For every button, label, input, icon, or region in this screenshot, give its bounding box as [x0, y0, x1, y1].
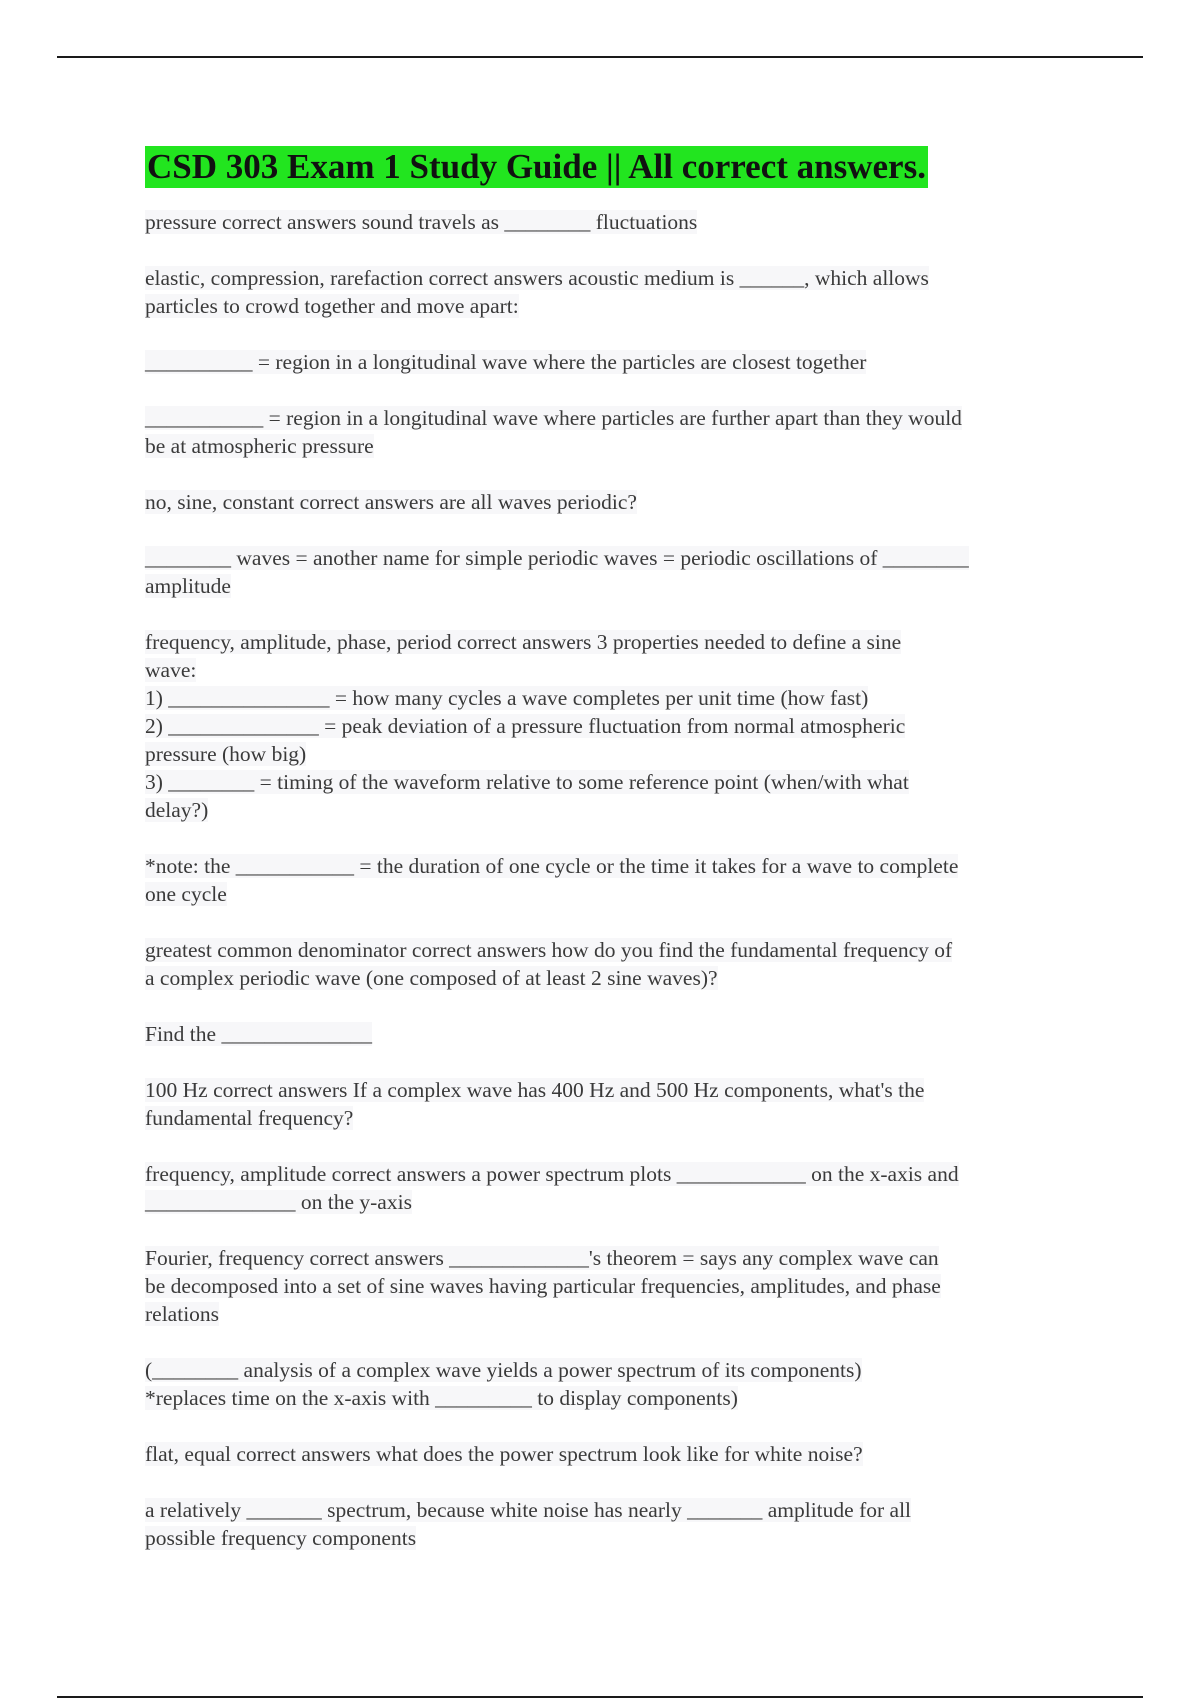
header-rule: [57, 56, 1143, 58]
study-card: [145, 1440, 1060, 1468]
study-card: [145, 1020, 1060, 1048]
card-text: ___________ = region in a longitudinal wave where particles are further apart than they would be at atmospheric pressure: [145, 406, 962, 458]
card-text: Fourier, frequency correct answers _____________'s theorem = says any complex wave can be decomposed into a set of sine waves having particular frequencies, amplitudes, and phase relations: [145, 1246, 941, 1326]
study-card: [145, 404, 1060, 460]
study-card: [145, 628, 1060, 824]
card-text: frequency, amplitude, phase, period correct answers 3 properties needed to define a sine wave: 1) _______________ = how many cycles a wave completes per unit time (how fast) 2) ______________ = peak deviation of a pressure fluctuation from normal atmospheric pressure (how big) 3) ________ = timing of the waveform relative to some reference point (when/with what delay?): [145, 630, 909, 822]
study-card: [145, 852, 1060, 908]
card-text: (________ analysis of a complex wave yields a power spectrum of its components) *replaces time on the x-axis with _________ to display components): [145, 1358, 862, 1410]
card-text: flat, equal correct answers what does the power spectrum look like for white noise?: [145, 1442, 863, 1466]
card-text: pressure correct answers sound travels as ________ fluctuations: [145, 210, 698, 234]
card-text: *note: the ___________ = the duration of one cycle or the time it takes for a wave to complete one cycle: [145, 854, 959, 906]
study-card: [145, 1160, 1060, 1216]
study-card: [145, 1244, 1060, 1328]
study-card: [145, 936, 1060, 992]
card-text: __________ = region in a longitudinal wave where the particles are closest together: [145, 350, 867, 374]
card-text: elastic, compression, rarefaction correct answers acoustic medium is ______, which allows particles to crowd together and move apart:: [145, 266, 929, 318]
card-text: frequency, amplitude correct answers a power spectrum plots ____________ on the x-axis and ______________ on the y-axis: [145, 1162, 959, 1214]
study-card: [145, 208, 1060, 236]
card-text: no, sine, constant correct answers are all waves periodic?: [145, 490, 637, 514]
study-card: [145, 1356, 1060, 1412]
footer-rule: [57, 1696, 1143, 1698]
document-title: CSD 303 Exam 1 Study Guide || All correct answers.: [147, 147, 926, 186]
study-card: [145, 1076, 1060, 1132]
card-text: greatest common denominator correct answers how do you find the fundamental frequency of a complex periodic wave (one composed of at least 2 sine waves)?: [145, 938, 953, 990]
card-text: Find the ______________: [145, 1022, 372, 1046]
card-text: ________ waves = another name for simple periodic waves = periodic oscillations of ________ amplitude: [145, 546, 969, 598]
card-text: a relatively _______ spectrum, because white noise has nearly _______ amplitude for all possible frequency components: [145, 1498, 912, 1550]
study-card: [145, 488, 1060, 516]
document-body: [145, 146, 1060, 1580]
study-card: [145, 264, 1060, 320]
card-text: 100 Hz correct answers If a complex wave has 400 Hz and 500 Hz components, what's the fundamental frequency?: [145, 1078, 925, 1130]
study-card: [145, 544, 1060, 600]
study-card: [145, 1496, 1060, 1552]
study-card: [145, 348, 1060, 376]
